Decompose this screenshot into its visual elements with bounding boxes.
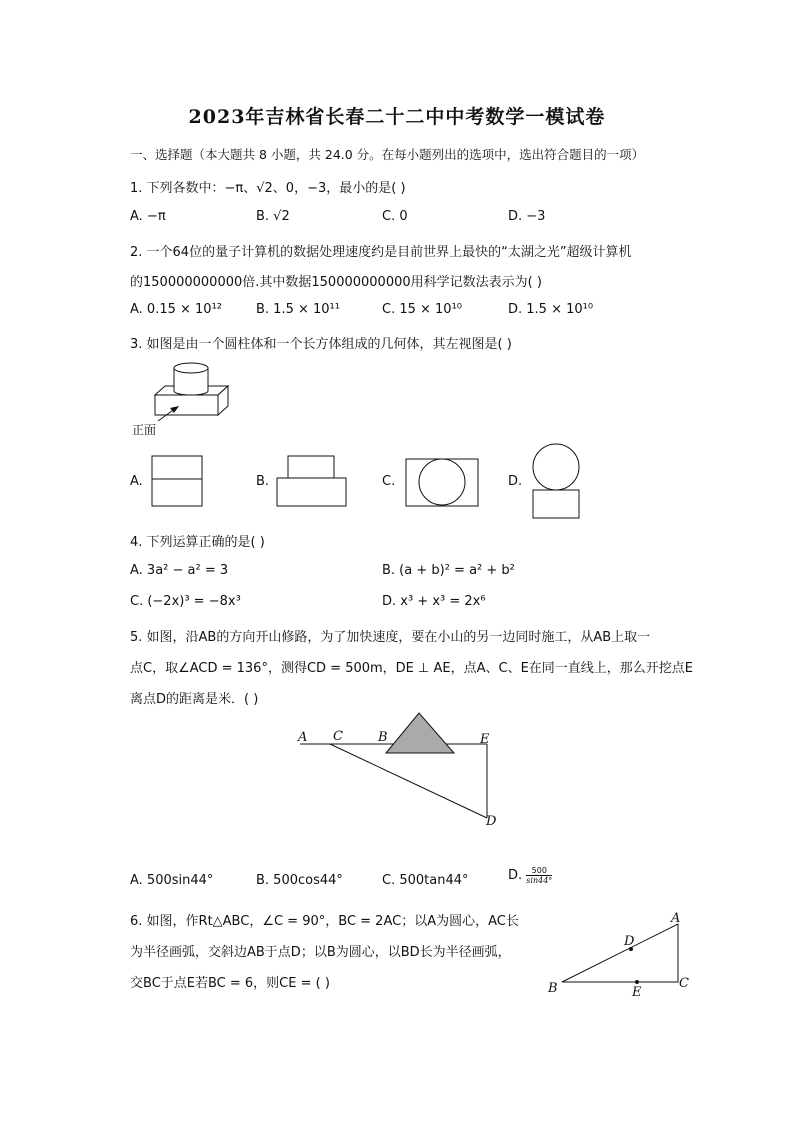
q5-label-a: A bbox=[298, 730, 308, 745]
q4-option-b: B. (a + b)² = a² + b² bbox=[382, 563, 515, 578]
q5-label-d: D bbox=[486, 814, 497, 829]
q1-option-c: C. 0 bbox=[382, 209, 408, 224]
q3-option-a: A. bbox=[130, 474, 143, 489]
q3-option-d: D. bbox=[508, 474, 523, 489]
q5-stem-line3: 离点D的距离是米．( ) bbox=[130, 692, 259, 707]
q6-stem-line2: 为半径画弧，交斜边AB于点D；以B为圆心，以BD长为半径画弧， bbox=[130, 945, 511, 960]
q2-option-d: D. 1.5 × 10¹⁰ bbox=[508, 302, 594, 317]
q4-option-c: C. (−2x)³ = −8x³ bbox=[130, 594, 241, 609]
q5-option-a: A. 500sin44° bbox=[130, 873, 214, 888]
q5-label-b: B bbox=[378, 730, 388, 745]
q1-option-a: A. −π bbox=[130, 209, 166, 224]
q2-option-b: B. 1.5 × 10¹¹ bbox=[256, 302, 340, 317]
q5-stem-line2: 点C，取∠ACD = 136°，测得CD = 500m，DE ⊥ AE，点A、C、E在同一直线上，那么开挖点E bbox=[130, 661, 693, 676]
section-heading: 一、选择题（本大题共 8 小题，共 24.0 分。在每小题列出的选项中，选出符合题目的一项） bbox=[130, 147, 645, 162]
q5-label-c: C bbox=[333, 729, 343, 744]
q3-front-label: 正面 bbox=[132, 423, 157, 437]
q3-option-b: B. bbox=[256, 474, 270, 489]
q5-option-c: C. 500tan44° bbox=[382, 873, 469, 888]
q5-option-b: B. 500cos44° bbox=[256, 873, 343, 888]
q3-stem: 3. 如图是由一个圆柱体和一个长方体组成的几何体，其左视图是( ) bbox=[130, 337, 512, 352]
page-title: 2023年吉林省长春二十二中中考数学一模试卷 bbox=[188, 106, 606, 128]
q6-label-e: E bbox=[632, 985, 642, 1000]
q5-label-e: E bbox=[480, 732, 490, 747]
q3-option-c: C. bbox=[382, 474, 396, 489]
q4-option-a: A. 3a² − a² = 3 bbox=[130, 563, 229, 578]
q2-stem-line2: 的150000000000倍.其中数据150000000000用科学记数法表示为( ) bbox=[130, 275, 542, 290]
q5-option-d-numerator: 500 bbox=[526, 866, 552, 876]
q5-option-d-prefix: D. bbox=[508, 868, 523, 883]
q6-label-b: B bbox=[548, 981, 558, 996]
q4-option-d: D. x³ + x³ = 2x⁶ bbox=[382, 594, 486, 609]
q5-stem-line1: 5. 如图，沿AB的方向开山修路，为了加快速度，要在小山的另一边同时施工，从AB上取一 bbox=[130, 630, 651, 645]
q6-label-d: D bbox=[624, 934, 635, 949]
q5-option-d-denominator: sin44° bbox=[526, 876, 553, 885]
q2-stem-line1: 2. 一个64位的量子计算机的数据处理速度约是目前世界上最快的“太湖之光”超级计算机 bbox=[130, 245, 632, 260]
q2-option-c: C. 15 × 10¹⁰ bbox=[382, 302, 463, 317]
q6-label-a: A bbox=[671, 911, 681, 926]
q6-stem-line3: 交BC于点E若BC = 6，则CE = ( ) bbox=[130, 976, 330, 991]
q1-stem: 1. 下列各数中：−π、√2、0，−3，最小的是( ) bbox=[130, 181, 406, 196]
q1-option-d: D. −3 bbox=[508, 209, 546, 224]
q2-option-a: A. 0.15 × 10¹² bbox=[130, 302, 222, 317]
q1-option-b: B. √2 bbox=[256, 209, 290, 224]
q6-stem-line1: 6. 如图，作Rt△ABC，∠C = 90°，BC = 2AC；以A为圆心，AC长 bbox=[130, 914, 519, 929]
q6-label-c: C bbox=[679, 976, 689, 991]
q4-stem: 4. 下列运算正确的是( ) bbox=[130, 535, 265, 550]
